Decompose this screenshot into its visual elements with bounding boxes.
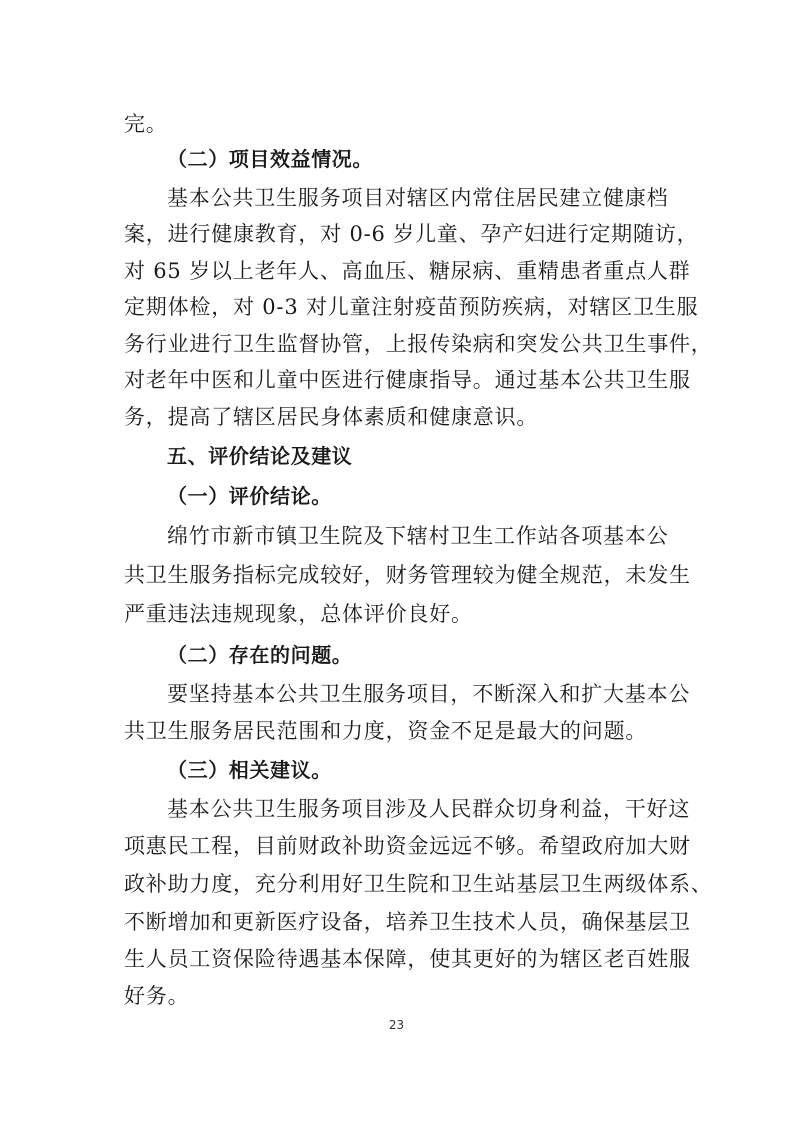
body-text: 生人员工资保险待遇基本保障，使其更好的为辖区老百姓服 <box>124 947 691 971</box>
body-text: 要坚持基本公共卫生服务项目，不断深入和扩大基本公 <box>167 682 691 706</box>
body-text: 共卫生服务居民范围和力度，资金不足是最大的问题。 <box>124 719 648 743</box>
section-heading-line <box>0 752 793 788</box>
section-heading: （三）相关建议。 <box>167 758 332 782</box>
body-text: 绵竹市新市镇卫生院及下辖村卫生工作站各项基本公 <box>167 524 669 548</box>
body-line <box>0 866 793 902</box>
body-line <box>0 216 793 252</box>
body-text: 定期体检，对 0-3 对儿童注射疫苗预防疾病，对辖区卫生服 <box>124 295 699 319</box>
body-line <box>0 180 793 216</box>
body-line <box>0 941 793 977</box>
body-line <box>0 518 793 554</box>
body-text: 政补助力度，充分利用好卫生院和卫生站基层卫生两级体系、 <box>124 872 713 896</box>
section-heading-line <box>0 141 793 177</box>
chapter-heading-line <box>0 438 793 474</box>
body-text: 严重违法违规现象，总体评价良好。 <box>124 602 473 626</box>
body-text: 基本公共卫生服务项目涉及人民群众切身利益，干好这 <box>167 797 691 821</box>
body-text: 对老年中医和儿童中医进行健康指导。通过基本公共卫生服 <box>124 368 691 392</box>
body-line <box>0 978 793 1014</box>
body-line <box>0 713 793 749</box>
body-line <box>0 791 793 827</box>
body-line <box>0 289 793 325</box>
body-text: 务行业进行卫生监督协管，上报传染病和突发公共卫生事件， <box>124 332 713 356</box>
body-text: 基本公共卫生服务项目对辖区内常住居民建立健康档 <box>167 186 669 210</box>
section-heading: （二）项目效益情况。 <box>167 147 373 171</box>
body-text: 好务。 <box>124 984 190 1008</box>
body-line <box>0 828 793 864</box>
body-text: 不断增加和更新医疗设备，培养卫生技术人员，确保基层卫 <box>124 910 691 934</box>
section-heading: （一）评价结论。 <box>167 484 332 508</box>
body-line <box>0 326 793 362</box>
section-heading-line <box>0 478 793 514</box>
body-line <box>0 399 793 435</box>
body-line <box>0 557 793 593</box>
body-text: 完。 <box>124 112 168 136</box>
body-line <box>0 253 793 289</box>
body-line <box>0 362 793 398</box>
body-line <box>0 676 793 712</box>
section-heading-line <box>0 637 793 673</box>
body-text: 务，提高了辖区居民身体素质和健康意识。 <box>124 405 539 429</box>
section-heading: （二）存在的问题。 <box>167 643 353 667</box>
body-line <box>0 596 793 632</box>
page-number: 23 <box>388 1018 405 1032</box>
body-text: 案，进行健康教育，对 0-6 岁儿童、孕产妇进行定期随访， <box>124 222 699 246</box>
body-text: 共卫生服务指标完成较好，财务管理较为健全规范，未发生 <box>124 563 691 587</box>
body-text: 对 65 岁以上老年人、高血压、糖尿病、重精患者重点人群 <box>124 259 691 283</box>
chapter-heading: 五、评价结论及建议 <box>167 444 353 468</box>
body-line <box>0 904 793 940</box>
body-line <box>0 106 793 142</box>
body-text: 项惠民工程，目前财政补助资金远远不够。希望政府加大财 <box>124 834 691 858</box>
